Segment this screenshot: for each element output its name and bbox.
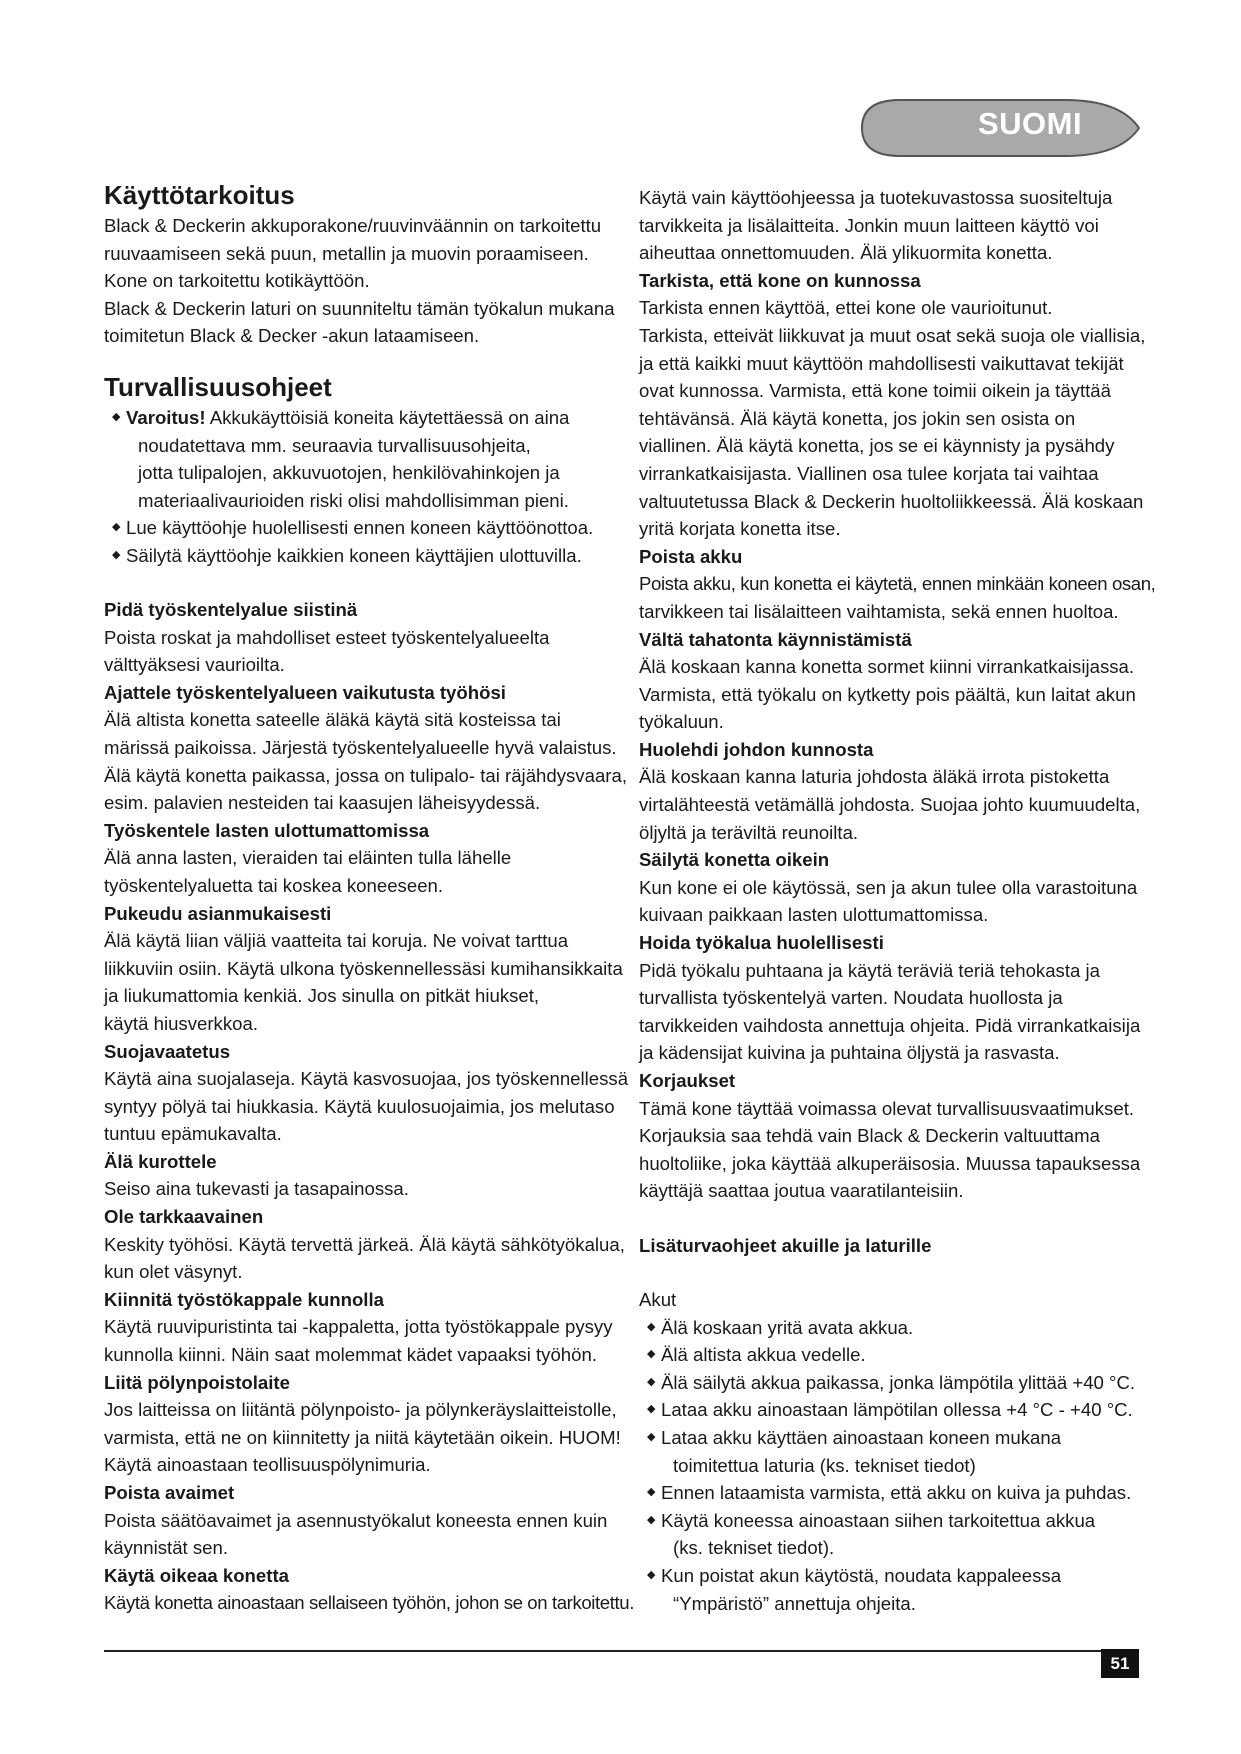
- bullet-text: Älä altista akkua vedelle.: [661, 1344, 866, 1366]
- bullet-item: [639, 1341, 1169, 1369]
- bullet-item: [639, 1314, 1169, 1342]
- text-line: Älä altista konetta sateelle äläkä käytä sitä kosteissa tai: [104, 709, 561, 731]
- text-line: liikkuviin osiin. Käytä ulkona työskennellessäsi kumihansikkaita: [104, 957, 623, 979]
- text-line: kun olet väsynyt.: [104, 1261, 243, 1283]
- battery-label: Akut: [639, 1289, 677, 1310]
- text-line: Kun kone ei ole käytössä, sen ja akun tulee olla varastoituna: [639, 876, 1138, 898]
- extra-safety-title: Lisäturvaohjeet akuille ja laturille: [639, 1235, 932, 1256]
- text-line: ja että kaikki muut käyttöön mahdollisesti vaikuttavat tekijät: [639, 352, 1124, 374]
- text-line: esim. palavien nesteiden tai kaasujen läheisyydessä.: [104, 792, 541, 814]
- section-heading: Korjaukset: [639, 1070, 736, 1091]
- section-heading: Työskentele lasten ulottumattomissa: [104, 819, 430, 841]
- bullet-text: Kun poistat akun käytöstä, noudata kappaleessa: [661, 1564, 1062, 1586]
- bullet-text: Käytä koneessa ainoastaan siihen tarkoitettua akkua: [661, 1509, 1096, 1531]
- diamond-bullet-icon: ◆: [647, 1348, 656, 1361]
- bullet-text: “Ympäristö” annettuja ohjeita.: [673, 1592, 916, 1614]
- right-sections: [639, 184, 1169, 1205]
- text-line: Black & Deckerin laturi on suunniteltu tämän työkalun mukana: [104, 297, 615, 319]
- text-line: kuivaan paikkaan lasten ulottumattomissa.: [639, 904, 989, 926]
- text-line: virrankatkaisijasta. Viallinen osa tulee korjata tai vaihtaa: [639, 462, 1099, 484]
- text-line: Käytä vain käyttöohjeessa ja tuotekuvastossa suositeltuja: [639, 187, 1113, 208]
- section-heading: Ajattele työskentelyalueen vaikutusta työhösi: [104, 681, 506, 703]
- bullet-item: [639, 1396, 1169, 1424]
- section-heading: Huolehdi johdon kunnosta: [639, 738, 874, 760]
- text-line: Käytä aina suojalaseja. Käytä kasvosuojaa, jos työskennellessä: [104, 1068, 629, 1090]
- text-line: Varmista, että työkalu on kytketty pois päältä, kun laitat akun: [639, 683, 1136, 705]
- text-line: jotta tulipalojen, akkuvuotojen, henkilövahinkojen ja: [138, 462, 560, 484]
- text-line: ruuvaamiseen sekä puun, metallin ja muovin poraamiseen.: [104, 242, 589, 264]
- text-line: öljyltä ja teräviltä reunoilta.: [639, 821, 859, 843]
- page-number: 51: [1101, 1649, 1139, 1678]
- language-label: SUOMI: [977, 106, 1083, 141]
- text-line: tarvikkeiden vaihdosta annettuja ohjeita. Pidä virrankatkaisija: [639, 1014, 1141, 1036]
- text-line: Kone on tarkoitettu kotikäyttöön.: [104, 270, 370, 292]
- text-line: viallinen. Älä käytä konetta, jos se ei käynnisty ja pysähdy: [639, 435, 1115, 457]
- section-heading: Vältä tahatonta käynnistämistä: [639, 628, 912, 650]
- text-line: märissä paikoissa. Järjestä työskentelyalueelle hyvä valaistus.: [104, 736, 617, 758]
- bullet-item: [639, 1369, 1169, 1397]
- section-heading: Ole tarkkaavainen: [104, 1206, 264, 1228]
- language-tab: [860, 98, 1142, 158]
- section-heading: Pidä työskentelyalue siistinä: [104, 599, 358, 620]
- bullet-text: Lataa akku ainoastaan lämpötilan ollessa +4 °C - +40 °C.: [661, 1399, 1133, 1421]
- text-line: käyttäjä saattaa joutua vaaratilanteisiin.: [639, 1180, 964, 1202]
- text-line: Tarkista ennen käyttöä, ettei kone ole vaurioitunut.: [639, 297, 1053, 319]
- bullet-item: [104, 542, 634, 570]
- bullet-text: Lue käyttöohje huolellisesti ennen koneen käyttöönottoa.: [126, 517, 594, 539]
- bullet-item: [104, 514, 634, 542]
- text-line: kunnolla kiinni. Näin saat molemmat kädet vapaaksi työhön.: [104, 1344, 597, 1366]
- left-sections: [104, 596, 634, 1617]
- text-line: Älä käytä liian väljiä vaatteita tai koruja. Ne voivat tarttua: [104, 930, 569, 952]
- text-line: Poista akku, kun konetta ei käytetä, ennen minkään koneen osan,: [639, 573, 1156, 595]
- text-line: ja liukumattomia kenkiä. Jos sinulla on pitkät hiukset,: [104, 985, 540, 1007]
- bullet-item: [639, 1562, 1169, 1617]
- text-line: tuntuu epämukavalta.: [104, 1123, 282, 1145]
- bullet-text: Säilytä käyttöohje kaikkien koneen käyttäjien ulottuvilla.: [126, 544, 582, 566]
- section-heading: Tarkista, että kone on kunnossa: [639, 269, 921, 291]
- diamond-bullet-icon: ◆: [647, 1320, 656, 1333]
- text-line: Poista roskat ja mahdolliset esteet työskentelyalueelta: [104, 626, 550, 648]
- text-line: Älä anna lasten, vieraiden tai eläinten tulla lähelle: [104, 847, 512, 869]
- diamond-bullet-icon: ◆: [647, 1568, 656, 1581]
- bullet-item: [639, 1507, 1169, 1562]
- intro-text: [104, 212, 634, 350]
- bullet-text: Älä koskaan yritä avata akkua.: [661, 1316, 914, 1338]
- text-line: huoltoliike, joka käyttää alkuperäisosia. Muussa tapauksessa: [639, 1152, 1141, 1174]
- section-heading: Käytä oikeaa konetta: [104, 1564, 289, 1586]
- text-line: Keskity työhösi. Käytä tervettä järkeä. Älä käytä sähkötyökalua,: [104, 1233, 625, 1255]
- text-line: syntyy pölyä tai hiukkasia. Käytä kuulosuojaimia, jos melutaso: [104, 1095, 615, 1117]
- diamond-bullet-icon: ◆: [647, 1486, 656, 1499]
- section-heading: Hoida työkalua huolellisesti: [639, 932, 884, 954]
- text-line: yritä korjata konetta itse.: [639, 518, 841, 540]
- text-line: työskentelyaluetta tai koskea koneeseen.: [104, 874, 444, 896]
- bullet-text: Älä säilytä akkua paikassa, jonka lämpötila ylittää +40 °C.: [661, 1371, 1136, 1393]
- text-line: ovat kunnossa. Varmista, että kone toimii oikein ja täyttää: [639, 380, 1111, 402]
- section-heading: Liitä pölynpoistolaite: [104, 1371, 290, 1393]
- section-heading: Kiinnitä työstökappale kunnolla: [104, 1288, 384, 1310]
- text-line: Pidä työkalu puhtaana ja käytä teräviä teriä tehokasta ja: [639, 959, 1101, 981]
- safety-bullets: [104, 404, 634, 570]
- text-line: Älä käytä konetta paikassa, jossa on tulipalo- tai räjähdysvaara,: [104, 764, 627, 786]
- intro-title: Käyttötarkoitus: [104, 180, 295, 210]
- text-line: käynnistät sen.: [104, 1537, 229, 1559]
- section-heading: Älä kurottele: [104, 1150, 217, 1172]
- bullet-item: [639, 1479, 1169, 1507]
- text-line: Akkukäyttöisiä koneita käytettäessä on aina: [209, 407, 570, 428]
- text-line: Käytä ainoastaan teollisuuspölynimuria.: [104, 1454, 431, 1476]
- text-line: virtalähteestä vetämällä johdosta. Suojaa johto kuumuudelta,: [639, 794, 1141, 816]
- text-line: valtuutetussa Black & Deckerin huoltoliikkeessä. Älä koskaan: [639, 490, 1144, 512]
- text-line: Jos laitteissa on liitäntä pölynpoisto- ja pölynkeräyslaitteistolle,: [104, 1399, 617, 1421]
- text-line: Käytä konetta ainoastaan sellaiseen työhön, johon se on tarkoitettu.: [104, 1592, 634, 1614]
- battery-section: [639, 1286, 1169, 1617]
- text-line: tarvikkeita ja lisälaitteita. Jonkin muun laitteen käyttö voi: [639, 214, 1099, 236]
- text-line: Käytä ruuvipuristinta tai -kappaletta, jotta työstökappale pysyy: [104, 1316, 613, 1338]
- text-line: ja kädensijat kuivina ja puhtaina öljystä ja rasvasta.: [639, 1042, 1060, 1064]
- text-line: välttyäksesi vaurioilta.: [104, 654, 285, 676]
- section-heading: Pukeudu asianmukaisesti: [104, 902, 332, 924]
- text-line: Seiso aina tukevasti ja tasapainossa.: [104, 1178, 409, 1200]
- text-line: käytä hiusverkkoa.: [104, 1012, 258, 1034]
- text-line: noudatettava mm. seuraavia turvallisuusohjeita,: [138, 434, 531, 456]
- bullet-text: Lataa akku käyttäen ainoastaan koneen mukana: [661, 1426, 1062, 1448]
- diamond-bullet-icon: ◆: [647, 1375, 656, 1388]
- text-line: Korjauksia saa tehdä vain Black & Deckerin valtuuttama: [639, 1125, 1100, 1147]
- text-line: Älä koskaan kanna konetta sormet kiinni virrankatkaisijassa.: [639, 656, 1135, 678]
- diamond-bullet-icon: ◆: [647, 1403, 656, 1416]
- footer-rule: [104, 1650, 1139, 1652]
- bullet-text: Ennen lataamista varmista, että akku on kuiva ja puhdas.: [661, 1482, 1132, 1504]
- bullet-item: [639, 1424, 1169, 1479]
- bullet-text: (ks. tekniset tiedot).: [673, 1537, 835, 1559]
- text-line: Black & Deckerin akkuporakone/ruuvinväännin on tarkoitettu: [104, 215, 602, 236]
- text-line: varmista, että ne on kiinnitetty ja niitä käytetään oikein. HUOM!: [104, 1426, 621, 1448]
- text-line: tehtävänsä. Älä käytä konetta, jos jokin sen osista on: [639, 407, 1076, 429]
- diamond-bullet-icon: ◆: [647, 1513, 656, 1526]
- text-line: työkaluun.: [639, 711, 724, 733]
- warning-item: [104, 404, 634, 514]
- section-heading: Säilytä konetta oikein: [639, 849, 830, 871]
- diamond-bullet-icon: ◆: [112, 411, 121, 423]
- section-heading: Poista avaimet: [104, 1482, 235, 1503]
- text-line: Tarkista, etteivät liikkuvat ja muut osat sekä suoja ole viallisia,: [639, 324, 1146, 346]
- text-line: tarvikkeen tai lisälaitteen vaihtamista, sekä ennen huoltoa.: [639, 600, 1119, 622]
- diamond-bullet-icon: ◆: [647, 1430, 656, 1443]
- battery-bullets: [639, 1314, 1169, 1618]
- diamond-bullet-icon: ◆: [112, 521, 121, 534]
- warning-label: Varoitus!: [126, 407, 206, 428]
- text-line: Tämä kone täyttää voimassa olevat turvallisuusvaatimukset.: [639, 1097, 1135, 1119]
- text-line: Poista säätöavaimet ja asennustyökalut koneesta ennen kuin: [104, 1509, 608, 1531]
- section-heading: Poista akku: [639, 545, 743, 567]
- safety-title: Turvallisuusohjeet: [104, 372, 332, 402]
- text-line: toimitetun Black & Decker -akun lataamiseen.: [104, 325, 480, 347]
- section-heading: Suojavaatetus: [104, 1040, 231, 1062]
- text-line: turvallista työskentelyä varten. Noudata huollosta ja: [639, 987, 1063, 1009]
- text-line: aiheuttaa onnettomuuden. Älä ylikuormita konetta.: [639, 242, 1053, 264]
- text-line: Älä koskaan kanna laturia johdosta äläkä irrota pistoketta: [639, 766, 1110, 788]
- diamond-bullet-icon: ◆: [112, 548, 121, 561]
- text-line: materiaalivaurioiden riski olisi mahdollisimman pieni.: [138, 489, 569, 511]
- bullet-text: toimitettua laturia (ks. tekniset tiedot): [673, 1454, 976, 1476]
